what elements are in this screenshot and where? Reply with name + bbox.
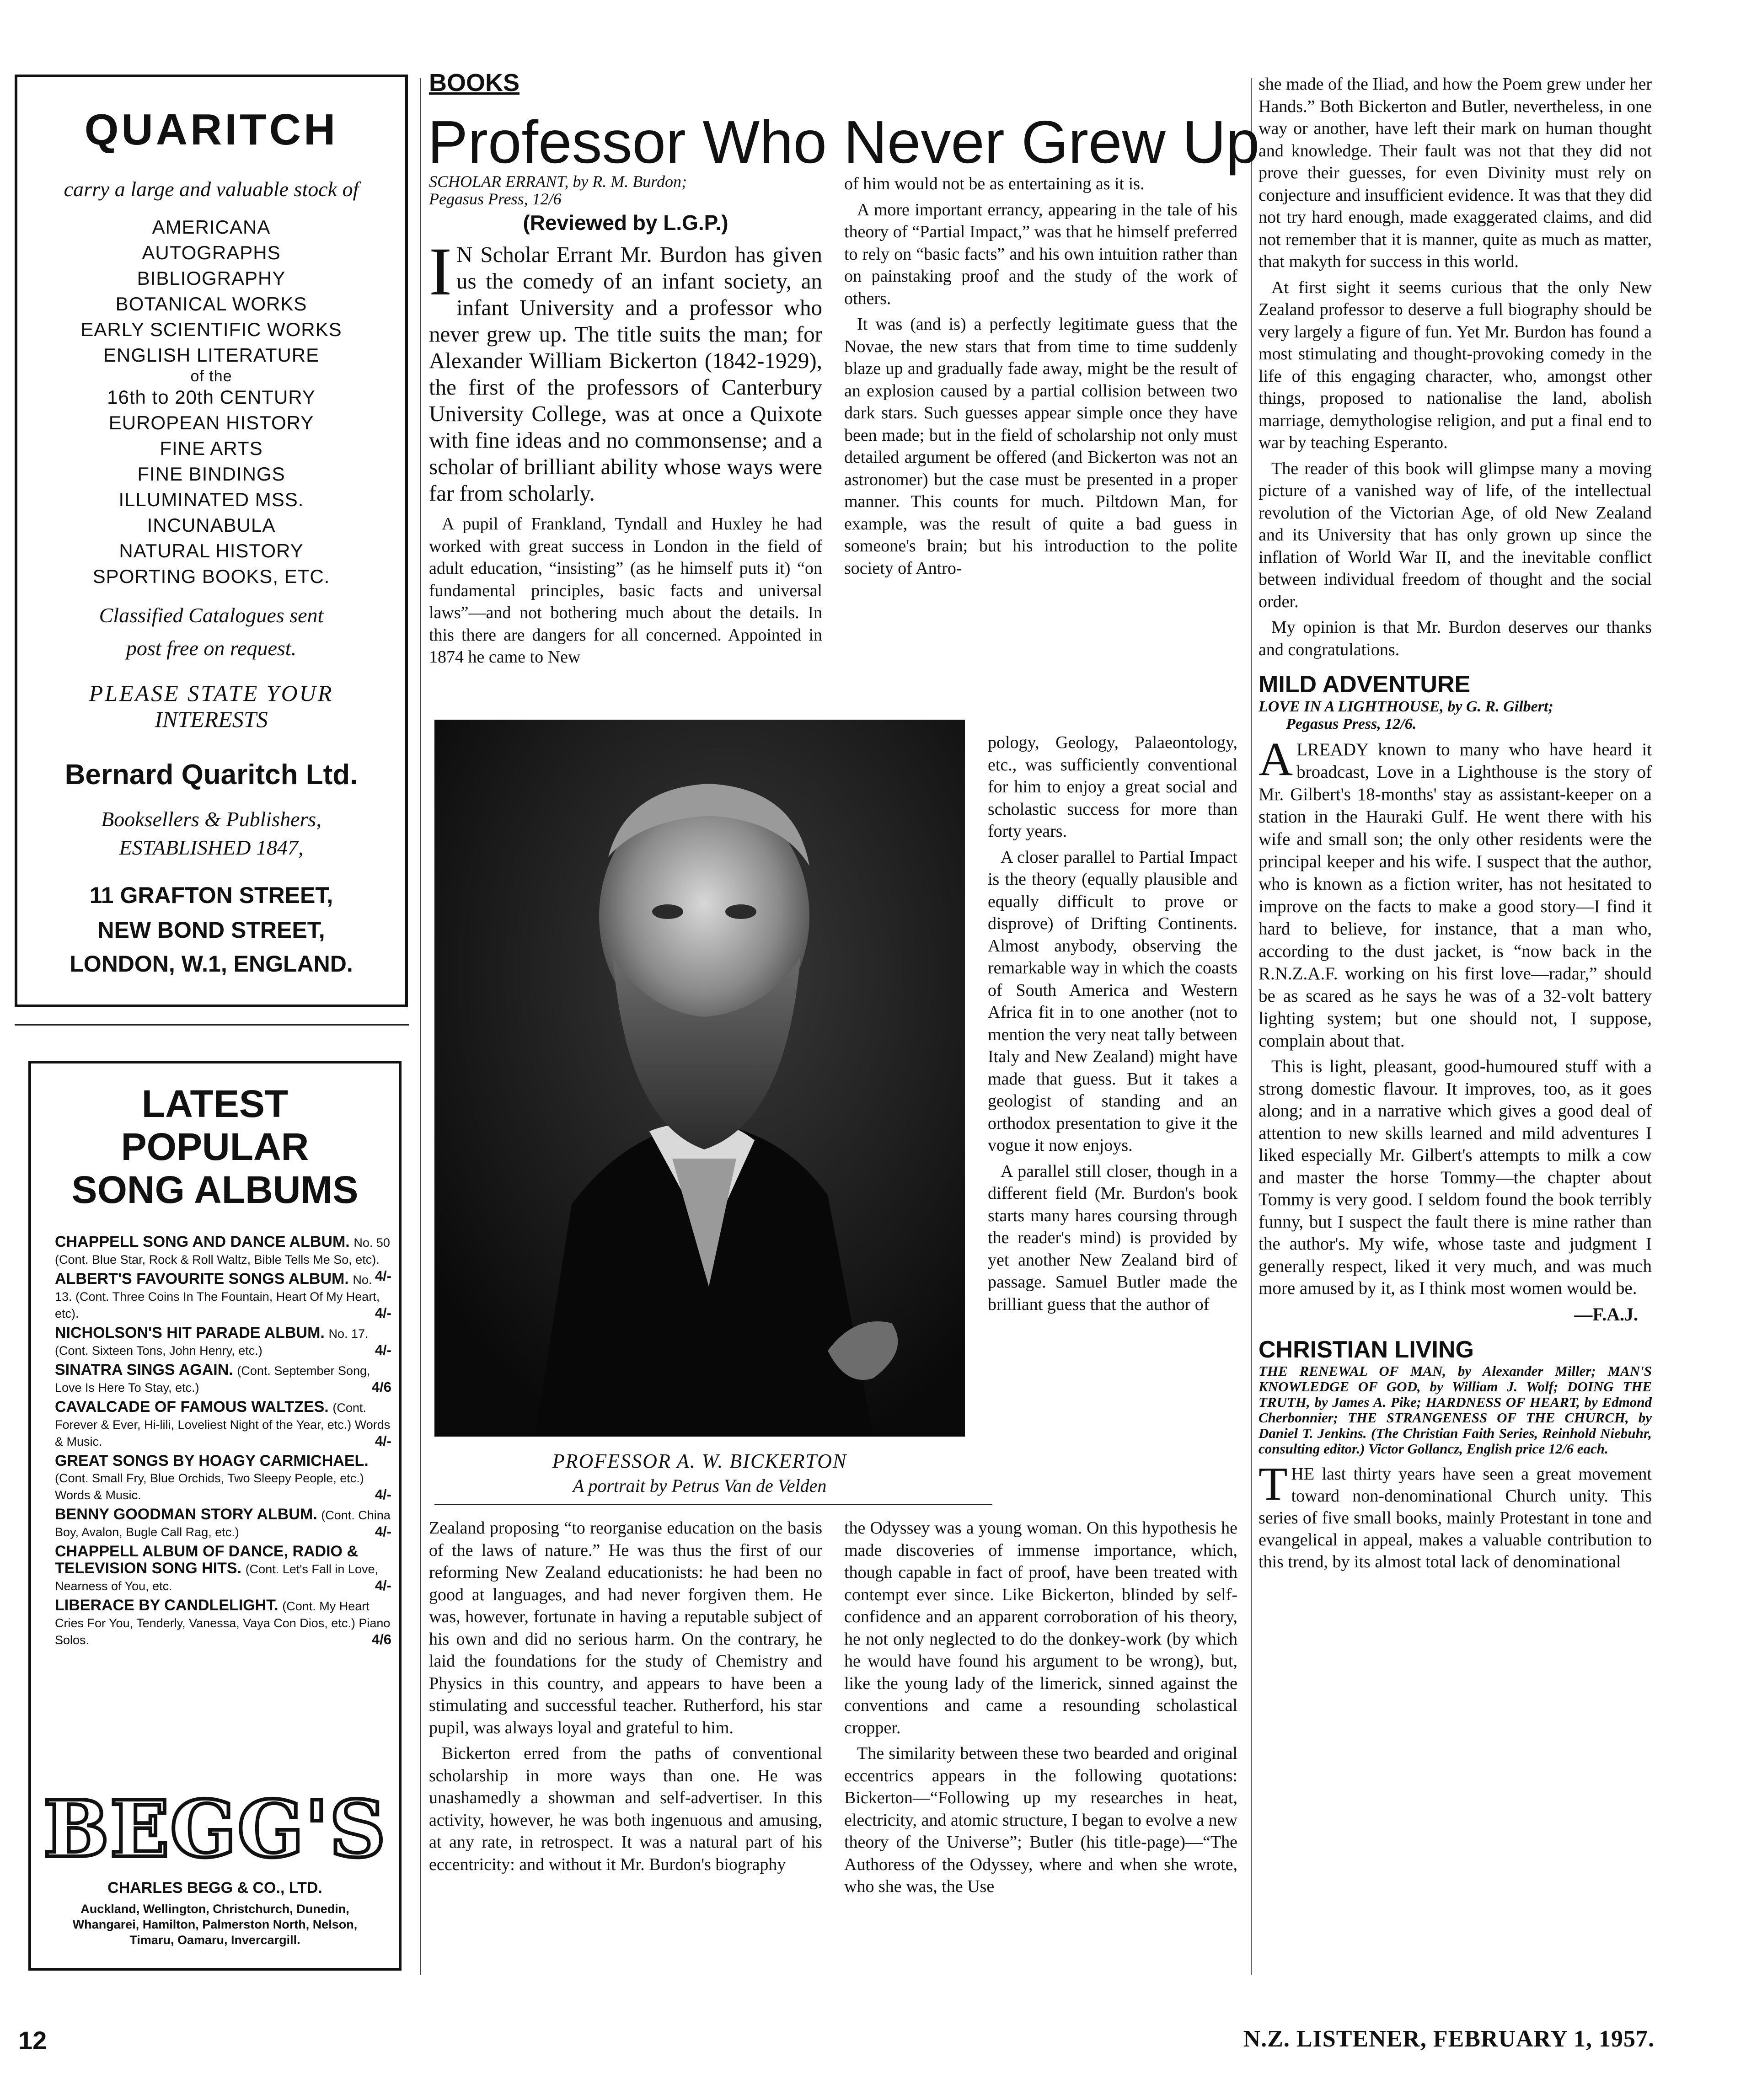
book-line-1: SCHOLAR ERRANT, by R. M. Burdon; <box>429 172 687 191</box>
stock-item: of the <box>190 368 232 385</box>
divider <box>15 1024 409 1026</box>
stock-item: SPORTING BOOKS, ETC. <box>92 566 330 587</box>
paragraph: A more important errancy, appearing in the tale of his theory of “Partial Impact,” was that he himself preferred to rely on “basic facts” and his own intuition rather than on painstaking proof and the study of the work of others. <box>844 200 1237 308</box>
album-item: SINATRA SINGS AGAIN. (Cont. September Song, Love Is Here To Stay, etc.) 4/6 <box>55 1361 391 1395</box>
caption-rule <box>434 1504 992 1505</box>
caption-line-2: A portrait by Petrus Van de Velden <box>573 1475 827 1496</box>
article-column-2 <box>844 173 1237 583</box>
drop-cap: A <box>1259 733 1293 785</box>
beggs-branches: Auckland, Wellington, Christchurch, Dunedin, Whangarei, Hamilton, Palmerston North, Nelson, Timaru, Oamaru, Invercargill. <box>72 1902 358 1947</box>
mild-paragraph-2: This is light, pleasant, good-humoured stuff with a strong domestic flavour. It improves, too, as it goes along; and in a narrative which gives a good deal of attention to new skills learned and mild adventures I liked especially Mr. Gilbert's attempts to milk a cow and master the horse Tommy—the chapter about Tommy is very good. I seldom found the book terribly funny, but I suspect the fault there is mine rather than the author's. My wife, whose taste and judgment I generally respect, liked it very much, and was much more amused by it, as I think most women would be. <box>1259 1057 1652 1298</box>
paragraph: At first sight it seems curious that the only New Zealand professor to deserve a full biography should be very largely a figure of fun. Yet Mr. Burdon has found a most stimulating and thought-provoking comedy in the life of this engaging character, who, amongst other things, proposed to nationalise the land, abolish marriage, demythologise religion, and put a final end to war by teaching Esperanto. <box>1259 278 1652 452</box>
quaritch-stock-list <box>17 214 405 589</box>
quaritch-ad <box>15 75 408 1007</box>
catalogues-line-2: post free on request. <box>126 636 297 660</box>
paragraph-1: I N Scholar Errant Mr. Burdon has given us the comedy of an infant society, an infant University and a professor who never grew up. The title suits the man; for Alexander William Bickerton (1842-1929), the first of the professors of Canterbury University College, was at once a Quixote with fine ideas and no commonsense; and a scholar of brilliant ability whose ways were far from scholarly. <box>429 234 822 506</box>
portrait-image <box>434 720 965 1437</box>
drop-cap: T <box>1259 1457 1288 1510</box>
stock-item: BIBLIOGRAPHY <box>137 267 286 289</box>
stock-item: ILLUMINATED MSS. <box>118 489 304 510</box>
beggs-title-3: SONG ALBUMS <box>71 1168 359 1211</box>
paragraph: she made of the Iliad, and how the Poem grew under her Hands.” Both Bickerton and Butler, nevertheless, in one way or another, have left their mark on human thought and knowledge. Their fault was not that they did not prove their guesses, for even Divinity must rely on conjecture and insufficient evidence. It was that they did not try hard enough, made exaggerated claims, and did not remember that it is manner, quite as much as matter, that makyth for success in this world. <box>1259 75 1652 271</box>
stock-item: EUROPEAN HISTORY <box>108 412 314 433</box>
stock-item: INCUNABULA <box>147 514 276 536</box>
quaritch-title: QUARITCH <box>84 105 338 154</box>
beggs-logo: BEGG'S <box>43 1784 387 1875</box>
article-column-1-lower <box>429 1517 822 1879</box>
article-column-3 <box>1259 73 1652 1573</box>
catalogues-line-1: Classified Catalogues sent <box>99 604 324 627</box>
caption-line-1: PROFESSOR A. W. BICKERTON <box>552 1450 847 1472</box>
beggs-ad <box>28 1061 402 1971</box>
paragraph: The reader of this book will glimpse many a moving picture of a vanished way of life, of the intellectual revolution of the Victorian Age, of old New Zealand and its University that has only grown up since the inflation of World War II, and the inevitable conflict between individual freedom of thought and the social order. <box>1259 459 1652 611</box>
quaritch-address-2: NEW BOND STREET, <box>97 917 325 943</box>
interests-line-2: INTERESTS <box>155 706 268 732</box>
paragraph: The similarity between these two bearded and original eccentrics appears in the following quotations: Bickerton—“Following up my researches in heat, electricity, and atomic structure, I began to evolve a new theory of the Universe”; Butler (his title-page)—“The Authoress of the Odyssey, where and when she wrote, who she was, the Use <box>844 1744 1237 1896</box>
quaritch-role: Booksellers & Publishers, <box>101 807 321 831</box>
paragraph: pology, Geology, Palaeontology, etc., was sufficiently conventional for him to enjoy a great social and scholastic success for more than forty years. <box>988 733 1237 841</box>
book-line-2: Pegasus Press, 12/6 <box>429 190 562 208</box>
paragraph: My opinion is that Mr. Burdon deserves our thanks and congratulations. <box>1259 618 1652 659</box>
drop-cap: I <box>429 234 452 310</box>
christian-books: THE RENEWAL OF MAN, by Alexander Miller; MAN'S KNOWLEDGE OF GOD, by William J. Wolf; DOING THE TRUTH, by James A. Pike; HARDNESS OF HEART, by Edmond Cherbonnier; THE STRANGENESS OF THE CHURCH, by Daniel T. Jenkins. (The Christian Faith Series, Reinhold Niebuhr, consulting editor.) Victor Gollancz, English price 12/6 each. <box>1259 1363 1652 1457</box>
album-item: CHAPPELL ALBUM OF DANCE, RADIO & TELEVISION SONG HITS. (Cont. Let's Fall in Love, Nearness of You, etc. 4/- <box>55 1543 391 1593</box>
stock-item: 16th to 20th CENTURY <box>107 386 316 408</box>
quaritch-address-3: LONDON, W.1, ENGLAND. <box>70 951 353 977</box>
stock-item: AUTOGRAPHS <box>142 242 281 263</box>
beggs-company: CHARLES BEGG & CO., LTD. <box>107 1879 322 1897</box>
mild-book-line-1: LOVE IN A LIGHTHOUSE, by G. R. Gilbert; <box>1259 698 1553 715</box>
album-item: GREAT SONGS BY HOAGY CARMICHAEL. (Cont. Small Fry, Blue Orchids, Two Sleepy People, etc.) Words & Music. 4/- <box>55 1452 391 1502</box>
article-column-2-lower <box>844 1517 1237 1902</box>
album-item: CHAPPELL SONG AND DANCE ALBUM. No. 50 (Cont. Blue Star, Rock & Roll Waltz, Bible Tells Me So, etc). 4/- <box>55 1233 391 1284</box>
paragraph: Bickerton erred from the paths of conventional scholarship in more ways than one. He was unashamedly a showman and self-advertiser. In this activity, however, he was both ingenuous and amusing, at any rate, in retrospect. It was a natural part of his eccentricity: and without it Mr. Burdon's biography <box>429 1744 822 1874</box>
paragraph-2: A pupil of Frankland, Tyndall and Huxley he had worked with great success in London in the field of adult education, “insisting” (as he himself puts it) “on fundamental principles, basic facts and universal laws”—and not bothering much about the details. In this there are dangers for all concerned. Appointed in 1874 he came to New <box>429 514 822 667</box>
album-item: ALBERT'S FAVOURITE SONGS ALBUM. No. 13. (Cont. Three Coins In The Fountain, Heart Of My Heart, etc). 4/- <box>55 1270 391 1321</box>
quaritch-company: Bernard Quaritch Ltd. <box>64 759 358 791</box>
section-heading-christian-living: CHRISTIAN LIVING <box>1259 1336 1474 1363</box>
album-list <box>55 1234 391 1651</box>
section-heading-mild-adventure: MILD ADVENTURE <box>1259 671 1471 698</box>
quaritch-address-1: 11 GRAFTON STREET, <box>89 882 333 908</box>
stock-item: FINE ARTS <box>160 438 263 459</box>
quaritch-tagline: carry a large and valuable stock of <box>64 177 359 201</box>
stock-item: NATURAL HISTORY <box>119 540 304 561</box>
article-column-2-side <box>988 732 1237 1319</box>
paragraph: the Odyssey was a young woman. On this hypothesis he made discoveries of immense importance, which, though capable in fact of proof, have been treated with contempt ever since. Like Bickerton, blinded by self-confidence and an apparent corroboration of his theory, he not only neglected to do the donkey-work (by which he would have found his argument to be wrong), but, like the young lady of the limerick, sinned against the conventions and came a resounding scholastical cropper. <box>844 1518 1237 1737</box>
album-item: BENNY GOODMAN STORY ALBUM. (Cont. China Boy, Avalon, Bugle Call Rag, etc.) 4/- <box>55 1506 391 1539</box>
stock-item: AMERICANA <box>152 216 271 238</box>
paragraph: It was (and is) a perfectly legitimate guess that the Novae, the new stars that from time to time suddenly blaze up and gradually fade away, might be the result of an explosion caused by a partial collision between two dark stars. Such guesses appear simple once they have been made; but in the field of scholarship not only must detailed argument be offered (and Bickerton was not an astronomer) but the case must be presented in a proper manner. This counts for much. Piltdown Man, for example, was the result of quite a bad guess in someone's brain; but his introduction to the polite society of Antro- <box>844 315 1237 578</box>
paragraph: A parallel still closer, though in a different field (Mr. Burdon's book starts many hares coursing through the reader's mind) is provided by yet another New Zealand bird of passage. Samuel Butler made the brilliant guess that the author of <box>988 1161 1237 1314</box>
stock-item: FINE BINDINGS <box>137 463 285 485</box>
paragraph: of him would not be as entertaining as it is. <box>844 174 1145 193</box>
paragraph: Zealand proposing “to reorganise education on the basis of the laws of nature.” He was thus the first of our reforming New Zealand educationists: he had been no good at languages, and had never forgiven them. He was, however, fortunate in having a reputable subject of his own and did no serious harm. On the contrary, he laid the foundations for the study of Chemistry and Physics in this country, and appears to have been a stimulating and successful teacher. Rutherford, his star pupil, was always loyal and grateful to him. <box>429 1518 822 1737</box>
portrait-photo <box>434 720 965 1437</box>
interests-line-1: PLEASE STATE YOUR <box>89 680 334 706</box>
beggs-title-1: LATEST <box>141 1082 289 1125</box>
stock-item: EARLY SCIENTIFIC WORKS <box>80 319 342 340</box>
issue-line: N.Z. LISTENER, FEBRUARY 1, 1957. <box>1243 2026 1655 2052</box>
page-number: 12 <box>18 2026 47 2055</box>
section-label: BOOKS <box>429 69 520 96</box>
paragraph: A closer parallel to Partial Impact is the theory (equally plausible and equally difficult to prove or disprove) of Drifting Continents. Almost anybody, observing the remarkable way in which the coasts of South America and Western Africa fit in to one another (not to mention the very neat tally between Italy and New Zealand) might have made that guess. But it takes a geologist of standing and an orthodox presentation to give it the vogue it now enjoys. <box>988 847 1237 1155</box>
stock-item: BOTANICAL WORKS <box>115 293 307 315</box>
christian-paragraph-1: THE last thirty years have seen a great movement toward non-denominational Church unity. This series of five small books, mainly Protestant in tone and evangelical in appeal, makes a valuable contribution to this trend, by its almost total lack of denominational <box>1259 1457 1652 1571</box>
mild-signature: —F.A.J. <box>1574 1304 1638 1325</box>
column-rule <box>420 78 421 1975</box>
reviewer: (Reviewed by L.G.P.) <box>523 211 728 235</box>
mild-book-line-2: Pegasus Press, 12/6. <box>1286 716 1417 732</box>
headline: Professor Who Never Grew Up <box>428 108 1260 176</box>
album-item: NICHOLSON'S HIT PARADE ALBUM. No. 17. (Cont. Sixteen Tons, John Henry, etc.) 4/- <box>55 1324 391 1358</box>
quaritch-established: ESTABLISHED 1847, <box>119 836 304 859</box>
album-item: CAVALCADE OF FAMOUS WALTZES. (Cont. Forever & Ever, Hi-lili, Loveliest Night of the Year, etc.) Words & Music. 4/- <box>55 1398 391 1449</box>
album-item: LIBERACE BY CANDLELIGHT. (Cont. My Heart Cries For You, Tenderly, Vanessa, Vaya Con Dios, etc.) Piano Solos. 4/6 <box>55 1597 391 1647</box>
article-column-1 <box>429 173 822 672</box>
beggs-title-2: POPULAR <box>121 1125 309 1168</box>
mild-paragraph-1: ALREADY known to many who have heard it broadcast, Love in a Lighthouse is the story of Mr. Gilbert's 18-months' stay as assistant-keeper on a station in the Hauraki Gulf. He went there with his wife and small son; the only other residents were the principal keeper and his wife. I suspect that the author, who is known as a fiction writer, has not hesitated to improve on the facts to make a good story—I find it hard to believe, for instance, that a man who, according to the dust jacket, is “now back in the R.N.Z.A.F. working on his first love—radar,” should be as scared as he says he was of a 32-volt battery lighting system; but one should not, I suppose, complain about that. <box>1259 733 1652 1051</box>
stock-item: ENGLISH LITERATURE <box>103 344 320 366</box>
column-rule <box>1251 78 1252 1975</box>
